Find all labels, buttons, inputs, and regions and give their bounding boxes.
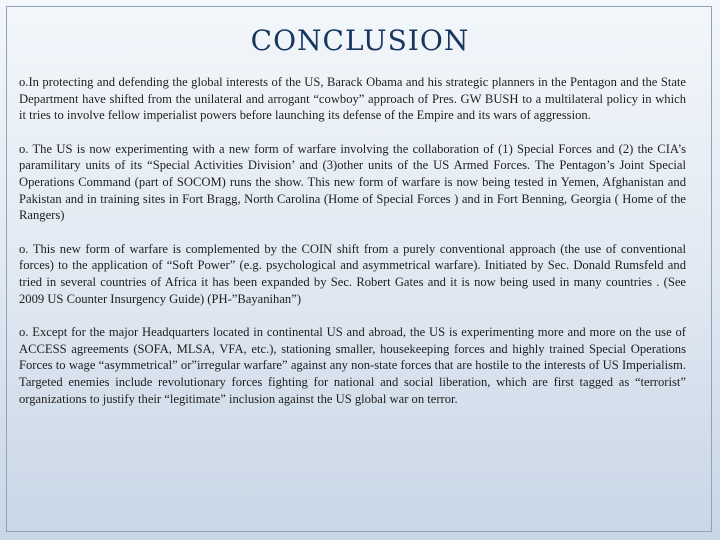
slide-body [19,74,686,424]
paragraph-3: o. This new form of warfare is complemented by the COIN shift from a purely conventional approach (the use of conventional forces) to the application of “Soft Power” (e.g. psychological and asymmetrical warfare). Initiated by Sec. Donald Rumsfeld and tried in several countries of Africa it has been expanded by Sec. Robert Gates and it is now being used in many countries . (See 2009 US Counter Insurgency Guide) (PH-”Bayanihan”) [19,241,686,306]
paragraph-1: o.In protecting and defending the global interests of the US, Barack Obama and his strategic planners in the Pentagon and the State Department have shifted from the unilateral and arrogant “cowboy” approach of Pres. GW BUSH to a multilateral policy in which it tries to involve fellow imperialist powers before launching its defense of the Empire and its wars of aggression. [19,75,686,123]
paragraph-2: o. The US is now experimenting with a new form of warfare involving the collaboration of (1) Special Forces and (2) the CIA’s paramilitary units of its “Special Activities Division’ and (3)other units of the US Armed Forces. The Pentagon’s Joint Special Operations Command (part of SOCOM) runs the show. This new form of warfare is now being tested in Yemen, Afghanistan and Pakistan and in training sites in Fort Bragg, North Carolina (Home of Special Forces ) and in Fort Benning, Georgia ( Home of the Rangers) [19,141,686,223]
paragraph-4: o. Except for the major Headquarters located in continental US and abroad, the US is experimenting more and more on the use of ACCESS agreements (SOFA, MLSA, VFA, etc.), stationing smaller, housekeeping forces and highly trained Special Operations Forces to wage “asymmetrical” or”irregular warfare” against any non-state forces that are hostile to the interests of US Imperialism. Targeted enemies include revolutionary forces fighting for national and social liberation, which are first tagged as “terrorist” organizations to justify their “legitimate” inclusion against the US global war on terror. [19,325,686,406]
slide-title: CONCLUSION [250,24,470,57]
